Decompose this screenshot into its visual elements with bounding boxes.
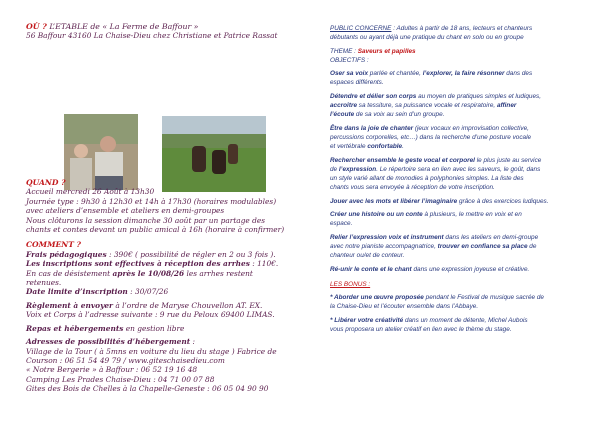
theme-value: Saveurs et papilles <box>357 47 416 55</box>
obj-text: de <box>527 242 537 250</box>
obj-text: grâce à des exercices ludiques. <box>457 197 549 205</box>
bonus-text: la Chaise-Dieu et l’écouter ensemble dans l’Abbaye. <box>330 303 479 311</box>
obj-emph: trouver en confiance sa place <box>437 242 528 250</box>
obj-emph: accroître <box>330 102 357 110</box>
bonus-block <box>330 280 592 334</box>
quand-block <box>26 187 316 234</box>
adresses-colon: : <box>190 337 195 347</box>
inscriptions-label: Les inscriptions sont effectives à réception des arrhes <box>26 259 250 269</box>
obj-text: dans les ateliers en demi-groupe <box>443 233 539 241</box>
objectifs-list <box>330 69 592 274</box>
obj-text: au moyen de pratiques simples et ludiques, <box>416 92 542 100</box>
obj-emph: affiner <box>496 102 517 110</box>
bonus-text: pendant le Festival de musique sacrée de <box>423 294 544 302</box>
obj-emph: l’expression <box>338 165 377 173</box>
objective-item <box>330 92 592 120</box>
obj-emph: Relier l’expression voix et instrument <box>330 233 444 241</box>
obj-text: dans une expression joyeuse et créative. <box>411 265 530 273</box>
obj-text: à plusieurs, le mettre en voix et en <box>422 211 522 219</box>
bonus-item <box>330 293 592 312</box>
obj-text: un style varié allant de monodies à polyphonies simples. La liste des <box>330 175 524 183</box>
frais-value: : 390€ ( possibilité de régler en 2 ou 3 fois ). <box>106 249 276 259</box>
bonus-item <box>330 316 592 335</box>
venue-address: 56 Baffour 43160 La Chaise-Dieu chez Christiane et Patrice Rassat <box>26 31 278 41</box>
desist-line2: retenues. <box>26 278 62 288</box>
adresses-heading: Adresses de possibilités d’hébergement <box>26 337 191 347</box>
heb-line: Village de la Tour ( à 5mns en voiture du lieu du stage ) Fabrice de <box>26 346 277 356</box>
desist-text: En cas de désistement <box>26 268 113 278</box>
obj-text: (jeux vocaux en improvisation collective, <box>413 124 529 132</box>
obj-text: chanteur ou/et de conteur. <box>330 252 405 260</box>
obj-emph: Jouer avec les mots et libérer l’imaginaire <box>330 197 458 205</box>
bonus-text: dans un moment de détente, Michel Aubois <box>403 316 528 324</box>
obj-emph: confortable <box>367 143 403 151</box>
obj-emph: Être dans la joie de chanter <box>330 124 414 132</box>
obj-emph: Ré-unir le conte et le chant <box>330 265 412 273</box>
quand-line: Nous clôturons la session dimanche 30 août par un partage des <box>26 215 266 225</box>
obj-text: le plus juste au service <box>474 156 542 164</box>
quand-line: Journée type : 9h30 à 12h30 et 14h à 17h30 (horaires modulables) <box>26 196 277 206</box>
heb-line: « Notre Bergerie » à Baffour : 06 52 19 16 48 <box>26 365 198 375</box>
desist-text-end: les arrhes restent <box>184 268 253 278</box>
bonus-emph: * Libérer votre créativité <box>330 316 404 324</box>
left-column <box>26 22 306 394</box>
obj-emph: l’écoute <box>330 111 355 119</box>
obj-text: avec notre pianiste accompagnatrice, <box>330 242 438 250</box>
obj-text: parlée et chantée, <box>368 70 423 78</box>
objective-item <box>330 265 592 274</box>
heb-line: Camping Les Prades Chaise-Dieu : 04 71 00 07 88 <box>26 374 215 384</box>
obj-text: espace. <box>330 220 353 228</box>
venue-title <box>26 22 306 31</box>
reglement-label: Règlement à envoyer <box>26 300 113 310</box>
comment-heading: COMMENT ? <box>26 240 81 250</box>
public-label: PUBLIC CONCERNE <box>330 25 392 32</box>
objective-item <box>330 233 592 261</box>
obj-text: et vertébrale <box>330 143 368 151</box>
obj-emph: Créer une histoire ou un conte <box>330 211 423 219</box>
bonus-text: vous proposera un atelier créatif en lien avec le thème du stage. <box>330 326 512 334</box>
bonus-label: LES BONUS : <box>330 280 371 288</box>
objective-item <box>330 197 592 206</box>
heb-line: Gites des Bois de Chelles à la Chapelle-Geneste : 06 05 04 90 90 <box>26 384 269 394</box>
quand-line: Accueil mercredi 26 Août à 13h30 <box>26 187 155 197</box>
objective-item <box>330 156 592 193</box>
theme-line <box>330 47 592 56</box>
repas-label: Repas et hébergements <box>26 323 124 333</box>
theme-label: THEME : <box>330 47 356 55</box>
comment-block <box>26 250 316 394</box>
obj-text: de sa voix au sein d’un groupe. <box>354 111 445 119</box>
date-limit-label: Date limite d’inscription <box>26 287 128 297</box>
objective-item <box>330 69 592 88</box>
public-block <box>330 24 592 43</box>
title-ou: OÙ ? <box>26 22 47 31</box>
public-value: : Adultes à partir de 18 ans, lecteurs et chanteurs <box>391 25 533 32</box>
bonus-emph: * Aborder une œuvre proposée <box>330 294 424 302</box>
obj-emph: Détendre et délier son corps <box>330 92 417 100</box>
quand-heading: QUAND ? <box>26 178 66 187</box>
quand-line: avec ateliers d’ensemble et ateliers en demi-groupes <box>26 206 225 216</box>
objective-item <box>330 210 592 229</box>
obj-emph: Oser sa voix <box>330 70 369 78</box>
obj-text: dans des <box>504 70 533 78</box>
objectifs-label: OBJECTIFS : <box>330 56 369 64</box>
obj-text: percussions corporelles, etc…) dans la recherche d’une posture vocale <box>330 133 532 141</box>
public-line2: débutants ou ayant déjà une pratique du chant en solo ou en groupe <box>330 34 524 42</box>
obj-text: . Le répertoire sera en lien avec les saveurs, le goût, dans <box>376 165 541 173</box>
left-body <box>26 176 316 394</box>
obj-text: . <box>402 143 404 151</box>
objective-item <box>330 124 592 152</box>
frais-label: Frais pédagogiques <box>26 249 107 259</box>
obj-emph: Rechercher ensemble le geste vocal et corporel <box>330 156 475 164</box>
voix-corps-address: Voix et Corps à l’adresse suivante : 9 rue du Peloux 69400 LIMAS. <box>26 310 275 320</box>
heb-line: Courson : 06 51 54 49 79 / www.giteschaisedieu.com <box>26 355 225 365</box>
desist-date: après le 10/08/26 <box>112 268 185 278</box>
date-limit-value: : 30/07/26 <box>127 287 169 297</box>
quand-line: chants et contes devant un public amical à 16h (horaire à confirmer) <box>26 225 285 235</box>
obj-text: chants vous sera envoyée à réception de votre inscription. <box>330 184 495 192</box>
obj-emph: l’explorer, la faire résonner <box>422 70 505 78</box>
title-venue: L’ETABLE de « La Ferme de Baffour » <box>46 22 199 31</box>
repas-value: en gestion libre <box>123 323 185 333</box>
obj-text: de <box>330 165 339 173</box>
reglement-value: à l’ordre de Maryse Chouvellon AT. EX. <box>112 300 263 310</box>
inscriptions-value: : 110€. <box>249 259 279 269</box>
right-column <box>330 24 592 334</box>
obj-text: espaces différents. <box>330 79 384 87</box>
obj-text: sa tessiture, sa puissance vocale et respiratoire, <box>357 102 497 110</box>
